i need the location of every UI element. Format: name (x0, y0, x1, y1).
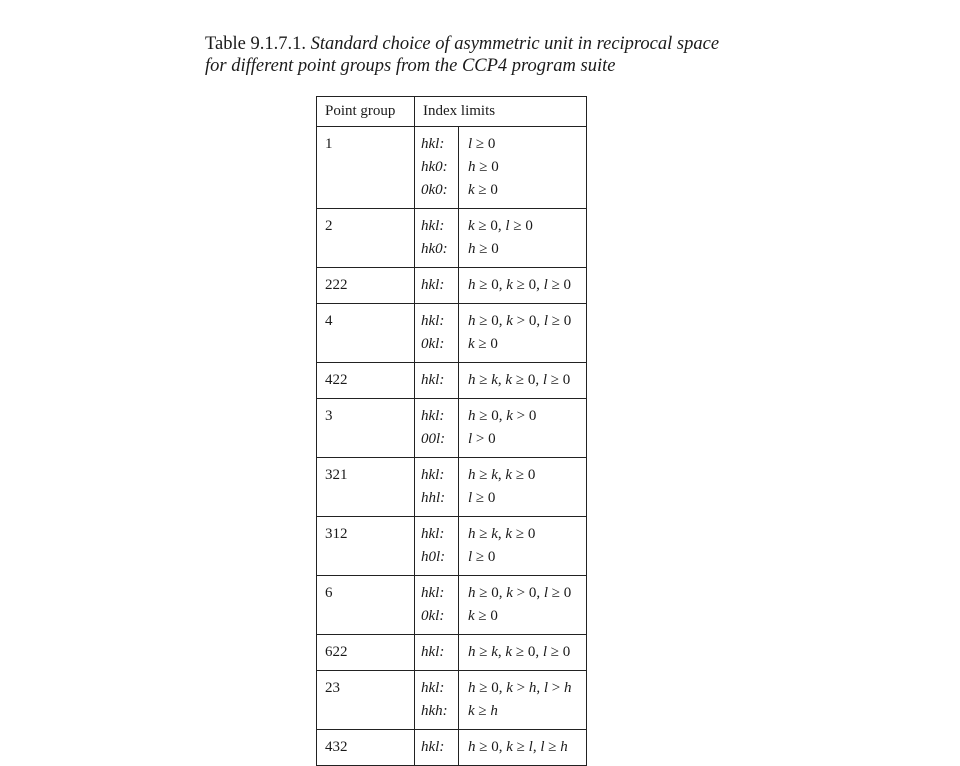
index-label: hkl: (421, 585, 445, 601)
index-condition: k ≥ 0 (468, 336, 498, 352)
index-condition-cell (459, 576, 587, 635)
table-row (317, 304, 587, 363)
index-label: hhl: (421, 490, 446, 506)
point-group-cell: 23 (317, 671, 415, 730)
index-label: hkl: (421, 372, 445, 388)
point-group-cell: 1 (317, 127, 415, 209)
index-label: hkl: (421, 136, 445, 152)
table-row (317, 363, 587, 399)
index-label: hkl: (421, 218, 445, 234)
index-condition: h ≥ 0, k ≥ 0, l ≥ 0 (468, 277, 572, 293)
index-label-cell (415, 209, 459, 268)
index-condition-cell (459, 304, 587, 363)
index-condition: k ≥ h (468, 703, 498, 719)
table-row (317, 209, 587, 268)
index-label-cell (415, 730, 459, 766)
point-group-cell: 222 (317, 268, 415, 304)
index-label-cell (415, 517, 459, 576)
point-group-cell: 3 (317, 399, 415, 458)
index-condition-cell (459, 635, 587, 671)
header-point-group: Point group (317, 97, 415, 127)
index-label: 0k0: (421, 182, 448, 198)
index-condition-cell (459, 458, 587, 517)
index-label: hkl: (421, 526, 445, 542)
point-group-cell: 432 (317, 730, 415, 766)
index-label-cell (415, 458, 459, 517)
index-label-cell (415, 304, 459, 363)
index-condition-cell (459, 671, 587, 730)
table-row (317, 127, 587, 209)
index-condition-cell (459, 268, 587, 304)
index-condition: h ≥ k, k ≥ 0 (468, 526, 536, 542)
index-condition: h ≥ 0, k > 0, l ≥ 0 (468, 585, 572, 601)
index-condition: h ≥ 0, k > h, l > h (468, 680, 572, 696)
table-row (317, 576, 587, 635)
index-label-cell (415, 671, 459, 730)
index-label: 0kl: (421, 336, 445, 352)
index-label: hkl: (421, 467, 445, 483)
index-condition: l > 0 (468, 431, 496, 447)
index-label: 00l: (421, 431, 446, 447)
table-row (317, 517, 587, 576)
table-body (317, 127, 587, 766)
index-label: hk0: (421, 241, 448, 257)
index-condition: l ≥ 0 (468, 136, 496, 152)
index-condition: k ≥ 0, l ≥ 0 (468, 218, 533, 234)
index-label: hkl: (421, 680, 445, 696)
index-label: hk0: (421, 159, 448, 175)
index-condition: h ≥ 0, k > 0 (468, 408, 537, 424)
table-caption (205, 33, 745, 77)
index-label: hkl: (421, 408, 445, 424)
index-condition: h ≥ k, k ≥ 0, l ≥ 0 (468, 372, 571, 388)
point-group-cell: 321 (317, 458, 415, 517)
index-condition-cell (459, 399, 587, 458)
header-index-limits: Index limits (415, 97, 587, 127)
table-header-row (317, 97, 587, 127)
index-condition-cell (459, 363, 587, 399)
index-label: 0kl: (421, 608, 445, 624)
point-group-cell: 2 (317, 209, 415, 268)
index-label-cell (415, 268, 459, 304)
index-condition: h ≥ k, k ≥ 0 (468, 467, 536, 483)
index-label: hkl: (421, 313, 445, 329)
index-condition: h ≥ k, k ≥ 0, l ≥ 0 (468, 644, 571, 660)
index-condition: l ≥ 0 (468, 490, 496, 506)
index-label: hkl: (421, 739, 445, 755)
table-row (317, 730, 587, 766)
index-condition: h ≥ 0 (468, 159, 499, 175)
index-condition: h ≥ 0, k > 0, l ≥ 0 (468, 313, 572, 329)
table-row (317, 458, 587, 517)
index-condition-cell (459, 730, 587, 766)
index-condition: l ≥ 0 (468, 549, 496, 565)
index-condition-cell (459, 127, 587, 209)
point-group-cell: 622 (317, 635, 415, 671)
index-condition-cell (459, 517, 587, 576)
index-condition: k ≥ 0 (468, 182, 498, 198)
table-row (317, 399, 587, 458)
index-label-cell (415, 363, 459, 399)
caption-number: Table 9.1.7.1. (205, 34, 306, 54)
table-row (317, 671, 587, 730)
index-condition: h ≥ 0 (468, 241, 499, 257)
index-label: hkl: (421, 277, 445, 293)
index-condition-cell (459, 209, 587, 268)
index-label: hkl: (421, 644, 445, 660)
table-row (317, 268, 587, 304)
index-label-cell (415, 399, 459, 458)
point-group-cell: 4 (317, 304, 415, 363)
index-label: h0l: (421, 549, 446, 565)
index-label-cell (415, 635, 459, 671)
index-limits-table (316, 96, 587, 766)
point-group-cell: 422 (317, 363, 415, 399)
index-label-cell (415, 127, 459, 209)
point-group-cell: 312 (317, 517, 415, 576)
index-condition: h ≥ 0, k ≥ l, l ≥ h (468, 739, 568, 755)
point-group-cell: 6 (317, 576, 415, 635)
index-condition: k ≥ 0 (468, 608, 498, 624)
index-label-cell (415, 576, 459, 635)
table-row (317, 635, 587, 671)
caption-text: Standard choice of asymmetric unit in reciprocal space for different point groups from the CCP4 program suite (205, 34, 720, 76)
index-label: hkh: (421, 703, 448, 719)
